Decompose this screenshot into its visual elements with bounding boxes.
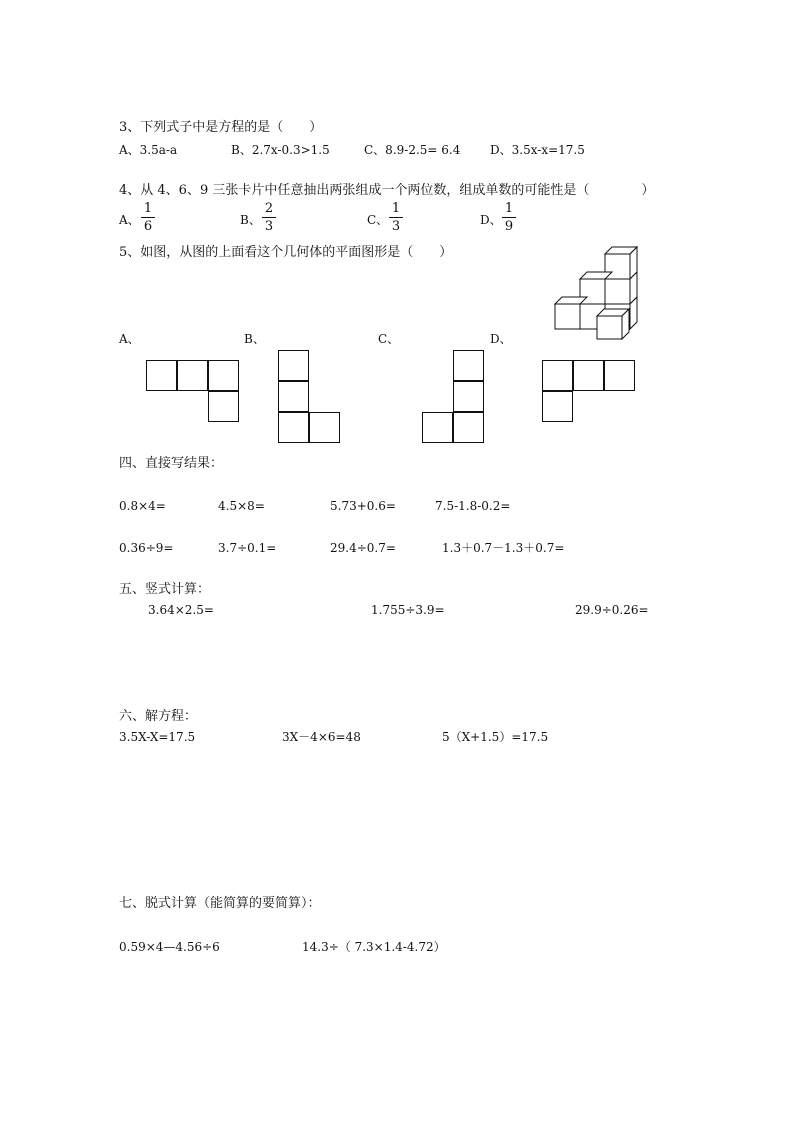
q5-question: 5、如图，从图的上面看这个几何体的平面图形是（ ） (119, 245, 453, 260)
s6-item: 3.5X-X=17.5 (119, 730, 196, 744)
q3-option-a: A、3.5a-a (119, 143, 178, 157)
q3-option-b: B、2.7x-0.3>1.5 (231, 143, 330, 157)
q3-option-c: C、8.9-2.5= 6.4 (364, 143, 461, 157)
fraction-numerator: 1 (143, 201, 153, 216)
grid-square (422, 412, 453, 443)
grid-square (309, 412, 340, 443)
fraction-numerator: 2 (264, 201, 274, 216)
q4-option-d-fraction (502, 202, 516, 234)
grid-square (177, 360, 208, 391)
q5-option-c-label: C、 (378, 332, 400, 346)
s7-item: 14.3÷（ 7.3×1.4-4.72） (302, 940, 446, 954)
grid-square (278, 350, 309, 381)
fraction-bar (262, 217, 276, 218)
grid-square (208, 391, 239, 422)
q4-option-a-label: A、 (119, 213, 140, 227)
q5-option-b-label: B、 (244, 332, 265, 346)
fraction-bar (502, 217, 516, 218)
q4-option-a-fraction (141, 202, 155, 234)
s5-item: 29.9÷0.26= (575, 603, 649, 617)
cube-stack-figure (550, 240, 642, 340)
q4-question: 4、从 4、6、9 三张卡片中任意抽出两张组成一个两位数，组成单数的可能性是（ ） (119, 183, 655, 198)
s5-item: 3.64×2.5= (148, 603, 214, 617)
fraction-bar (141, 217, 155, 218)
grid-square (146, 360, 177, 391)
q3-option-d: D、3.5x-x=17.5 (490, 143, 585, 157)
q4-option-b-fraction (262, 202, 276, 234)
grid-square (278, 381, 309, 412)
s4-item: 4.5×8= (218, 499, 265, 513)
fraction-denominator: 3 (391, 219, 401, 234)
grid-square (573, 360, 604, 391)
fraction-denominator: 3 (264, 219, 274, 234)
s4-item: 29.4÷0.7= (330, 541, 396, 555)
s4-item: 7.5-1.8-0.2= (435, 499, 511, 513)
grid-square (604, 360, 635, 391)
fraction-bar (389, 217, 403, 218)
section-7-heading: 七、脱式计算（能简算的要简算）： (119, 896, 321, 911)
grid-square (278, 412, 309, 443)
q4-option-b-label: B、 (240, 213, 261, 227)
q4-option-c-fraction (389, 202, 403, 234)
s4-item: 0.8×4= (119, 499, 166, 513)
grid-square (453, 350, 484, 381)
grid-square (453, 412, 484, 443)
grid-square (542, 391, 573, 422)
fraction-denominator: 9 (504, 219, 514, 234)
s4-item: 0.36÷9= (119, 541, 174, 555)
grid-square (453, 381, 484, 412)
grid-square (542, 360, 573, 391)
s5-item: 1.755÷3.9= (371, 603, 445, 617)
s6-item: 3X－4×6=48 (282, 730, 361, 744)
q4-option-c-label: C、 (367, 213, 389, 227)
q5-option-a-label: A、 (119, 332, 140, 346)
fraction-denominator: 6 (143, 219, 153, 234)
s4-item: 1.3＋0.7－1.3＋0.7= (442, 541, 565, 555)
section-5-heading: 五、竖式计算： (119, 582, 211, 597)
s6-item: 5（X+1.5）=17.5 (442, 730, 549, 744)
q4-option-d-label: D、 (480, 213, 502, 227)
s4-item: 3.7÷0.1= (218, 541, 277, 555)
fraction-numerator: 1 (504, 201, 514, 216)
s4-item: 5.73+0.6= (330, 499, 396, 513)
fraction-numerator: 1 (391, 201, 401, 216)
q5-option-d-label: D、 (490, 332, 512, 346)
section-4-heading: 四、直接写结果： (119, 456, 224, 471)
q3-question: 3、下列式子中是方程的是（ ） (119, 120, 323, 135)
grid-square (208, 360, 239, 391)
s7-item: 0.59×4—4.56÷6 (119, 940, 220, 954)
section-6-heading: 六、解方程： (119, 709, 198, 724)
